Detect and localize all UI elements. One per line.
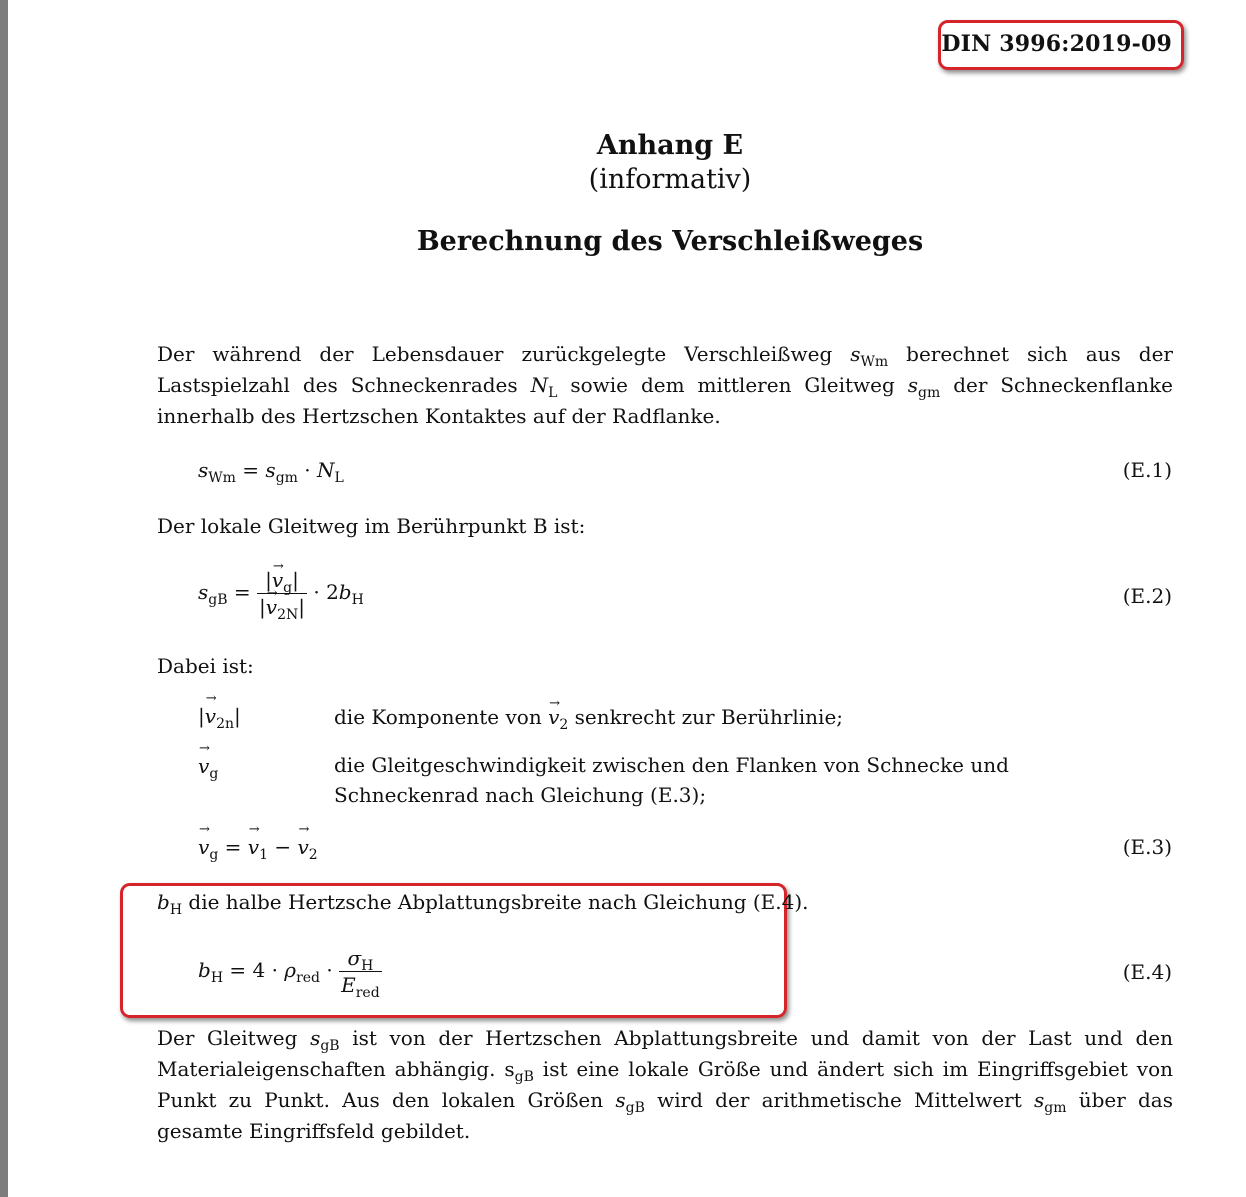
intro-text-4: der Schneckenflanke innerhalb des Hertzschen Kontaktes auf der Radflanke. bbox=[157, 373, 1173, 428]
local-sliding-text: Der lokale Gleitweg im Berührpunkt B ist: bbox=[157, 514, 586, 538]
symbol-s-wm: $s_{Wm}$ bbox=[850, 342, 889, 370]
symbol-vg: → $v_g$ bbox=[198, 754, 218, 778]
closing-text-1: Der Gleitweg bbox=[157, 1026, 311, 1050]
symbol-v2n: |→ $v_{2n}|$ bbox=[198, 704, 241, 728]
symbol-n-l: $N_L$ bbox=[530, 373, 558, 401]
closing-text-5: über das gesamte Eingriffsfeld gebildet. bbox=[157, 1088, 1173, 1143]
equation-e1: $s_{Wm} = s_{gm} \cdot N_L$ bbox=[198, 458, 344, 486]
where-label: Dabei ist: bbox=[157, 654, 254, 678]
bh-text: die halbe Hertzsche Abplattungsbreite nach Gleichung (E.4). bbox=[182, 890, 809, 914]
symbol-s-gm: $s_{gm}$ bbox=[907, 373, 941, 401]
document-id: DIN 3996:2019-09 bbox=[941, 31, 1172, 57]
closing-paragraph: Der Gleitweg $s_{gB}$ ist von der Hertzschen Abplattungsbreite und damit von der Last und den Materialeigenschaften abhängig. $s_{gB}$ ist eine lokale Größe und ändert sich im Eingriffsgebiet von Punkt zu Punkt. Aus den lokalen Größen $s_{gB}$ wird der arithmetische Mittelwert $s_{gm}$ über das gesamte Eingriffsfeld gebildet. bbox=[157, 1026, 1173, 1143]
equation-number-e1: (E.1) bbox=[1122, 458, 1172, 482]
annex-subtitle: (informativ) bbox=[588, 164, 752, 195]
intro-paragraph bbox=[157, 339, 1173, 432]
bh-definition: $b_H$ die halbe Hertzsche Abplattungsbreite nach Gleichung (E.4). bbox=[157, 890, 809, 918]
equation-number-e2: (E.2) bbox=[1122, 584, 1172, 608]
intro-text-2: berechnet sich aus der Lastspielzahl des Schneckenrades bbox=[157, 342, 1173, 397]
definition-v2n: die Komponente von → $v_2$ senkrecht zur Berührlinie; bbox=[334, 702, 1144, 732]
equation-e4: $b_H = 4 \cdot \rho_{red}$ · $\frac{\sigma_H}{E_{red}}$ bbox=[198, 946, 380, 1001]
closing-text-2: ist von der Hertzschen Abplattungsbreite und damit von der Last und den Materialeigenschaften abhängig. s bbox=[157, 1026, 1173, 1081]
definition-v2n-text-b: senkrecht zur Berührlinie; bbox=[568, 705, 844, 729]
equation-number-e3: (E.3) bbox=[1122, 835, 1172, 859]
definition-vg: die Gleitgeschwindigkeit zwischen den Flanken von Schnecke und Schneckenrad nach Gleichung (E.3); bbox=[334, 753, 1009, 807]
equation-number-e4: (E.4) bbox=[1122, 960, 1172, 984]
closing-text-3: ist eine lokale Größe und ändert sich im Eingriffsgebiet von Punkt zu Punkt. Aus den lokalen Größen bbox=[157, 1057, 1173, 1112]
annex-title: Anhang E bbox=[596, 130, 744, 161]
equation-e2: $s_{gB}$ = $\frac{|\to v_g|}{|\to v_{2N}|}$ · $2b_H$ bbox=[198, 567, 364, 620]
equation-e3: → $v_g$ = → $v_1$ − → $v_2$ bbox=[198, 835, 318, 859]
intro-text-3: sowie dem mittleren Gleitweg bbox=[557, 373, 908, 397]
section-title: Berechnung des Verschleißweges bbox=[416, 226, 924, 257]
closing-text-4: wird der arithmetische Mittelwert bbox=[644, 1088, 1034, 1112]
definition-v2n-text-a: die Komponente von bbox=[334, 705, 549, 729]
closing-sub-gb: gB bbox=[514, 1069, 534, 1085]
intro-text-1: Der während der Lebensdauer zurückgelegte Verschleißweg bbox=[157, 342, 851, 366]
